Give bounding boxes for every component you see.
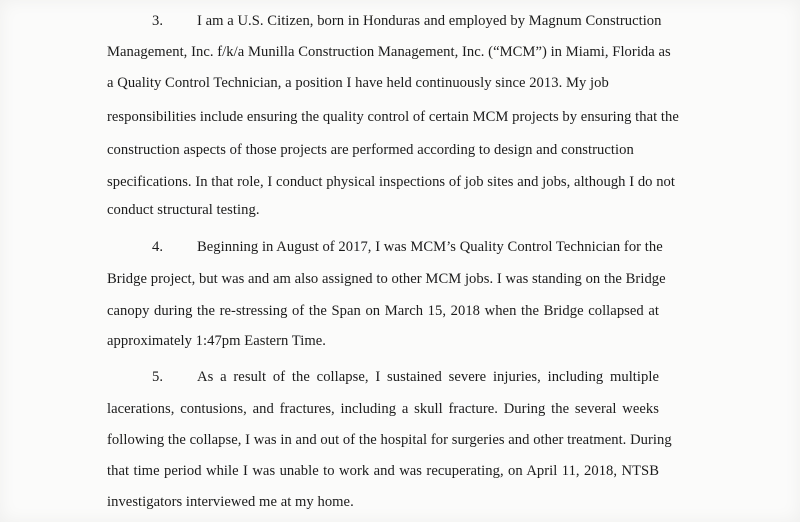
paragraph-5-line-3: following the collapse, I was in and out of the hospital for surgeries and other treatment. During: [107, 432, 672, 448]
paragraph-4-line-4: approximately 1:47pm Eastern Time.: [107, 333, 326, 349]
paragraph-3-line-3: a Quality Control Technician, a position I have held continuously since 2013. My job: [107, 75, 609, 91]
paragraph-3-line-4: responsibilities include ensuring the quality control of certain MCM projects by ensuring that the: [107, 109, 679, 125]
paragraph-number: 4.: [152, 239, 164, 255]
paragraph-number: 5.: [152, 369, 164, 385]
paragraph-3-line-1: [152, 12, 662, 30]
paragraph-3-line-6: specifications. In that role, I conduct physical inspections of job sites and jobs, although I do not: [107, 174, 676, 190]
paragraph-number: 3.: [152, 13, 164, 29]
paragraph-3-line-5: construction aspects of those projects are performed according to design and construction: [107, 142, 634, 158]
paragraph-5-line-1: [152, 368, 659, 386]
line-text: Beginning in August of 2017, I was MCM’s Quality Control Technician for the: [197, 239, 663, 255]
paragraph-5-line-4: that time period while I was unable to work and was recuperating, on April 11, 2018, NTSB: [107, 463, 659, 479]
paragraph-4-line-3: canopy during the re-stressing of the Span on March 15, 2018 when the Bridge collapsed at: [107, 303, 659, 319]
line-text: As a result of the collapse, I sustained severe injuries, including multiple: [197, 369, 659, 385]
paragraph-4-line-2: Bridge project, but was and am also assigned to other MCM jobs. I was standing on the Bridge: [107, 271, 666, 287]
paragraph-3-line-2: Management, Inc. f/k/a Munilla Construction Management, Inc. (“MCM”) in Miami, Florida as: [107, 44, 671, 60]
line-text: I am a U.S. Citizen, born in Honduras and employed by Magnum Construction: [197, 13, 662, 29]
paragraph-4-line-1: [152, 238, 663, 256]
paragraph-5-line-5: investigators interviewed me at my home.: [107, 494, 354, 510]
paragraph-5-line-2: lacerations, contusions, and fractures, including a skull fracture. During the several weeks: [107, 401, 659, 417]
paragraph-3-line-7: conduct structural testing.: [107, 202, 260, 218]
